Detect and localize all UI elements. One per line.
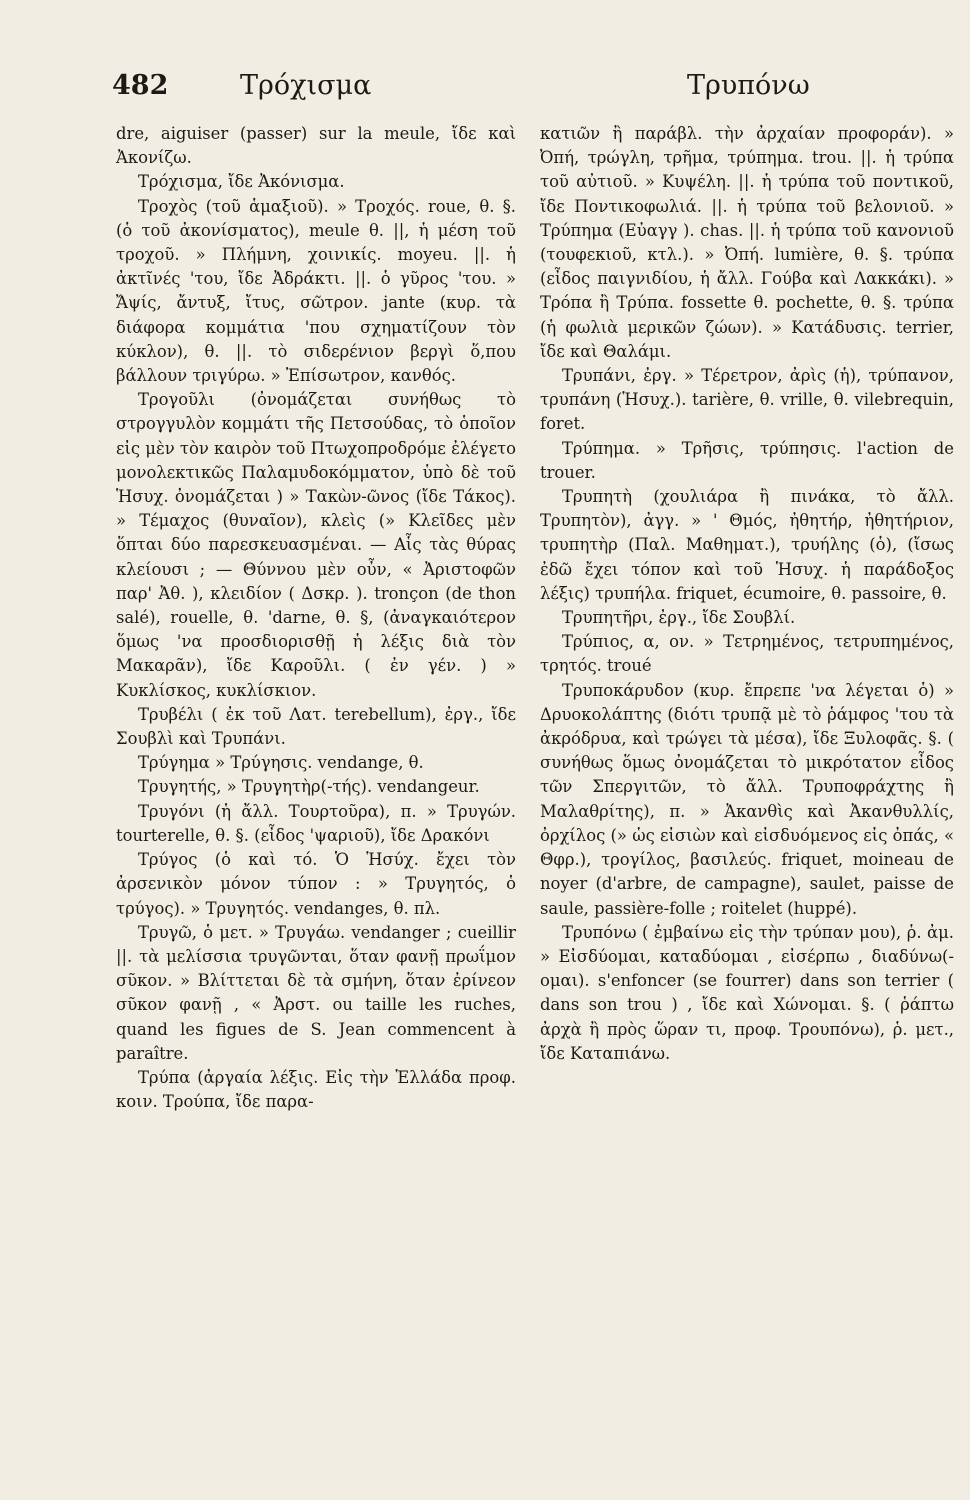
- entry-trypitiri: Τρυπητῆρι, ἐργ., ἴδε Σουβλί.: [562, 608, 796, 628]
- entry-trochisma: Τρόχισμα, ἴδε Ἀκόνισμα.: [138, 172, 345, 192]
- left-column: [116, 122, 516, 1114]
- entry-trypani: Τρυπάνι, ἐργ. » Τέρετρον, ἀρὶς (ἡ), τρύπανον, τρυπάνη (Ἡσυχ.). tarière, θ. vrille, θ. vilebrequin, foret.: [540, 366, 954, 434]
- entry-trogouli: Τρογοῦλι (ὀνομάζεται συνήθως τὸ στρογγυλὸν κομμάτι τῆς Πετσούδας, τὸ ὁποῖον εἰς μὲν τὸν καιρὸν τοῦ Πτωχοπροδρόμε ἐλέγετο μονολεκτικῶς Παλαμυδοκόμματον, ὑπὸ δὲ τοῦ Ἡσυχ. ὀνομάζεται ) » Τακὼν-ῶνος (ἴδε Τάκος). » Τέμαχος (θυναῖον), κλεὶς (» Κλεῖδες μὲν ὅπται δύο παρεσκευασμέναι. — Αἷς τὰς θύρας κλείουσι ; — Θύννου μὲν οὖν, « Ἀριστοφῶν παρ' Ἀθ. ), κλειδίον ( Δσκρ. ). tronçon (de thon salé), rouelle, θ. 'darne, θ. §, (ἀναγκαιότερον ὅμως 'να προσδιορισθῇ ἡ λέξις διὰ τὸν Μακαρᾶν), ἴδε Καροῦλι. ( ἐν γέν. ) » Κυκλίσκος, κυκλίσκιον.: [116, 390, 516, 700]
- entry-trypa: Τρύπα (ἀργαία λέξις. Εἰς τὴν Ἑλλάδα προφ. κοιν. Τρούπα, ἴδε παρα-: [116, 1067, 516, 1112]
- entry-trygitis: Τρυγητής, » Τρυγητὴρ(-τής). vendangeur.: [138, 777, 480, 797]
- entry-trypios: Τρύπιος, α, ον. » Τετρημένος, τετρυπημένος, τρητός. troué: [540, 632, 954, 676]
- entry-trypokarydon: Τρυποκάρυδον (κυρ. ἔπρεπε 'να λέγεται ὁ) » Δρυοκολάπτης (διότι τρυπᾷ μὲ τὸ ῥάμφος 'του τὰ ἀκρόδρυα, καὶ τρώγει τὰ μέσα), ἴδε Ξυλοφᾶς. §. ( συνήθως ὅμως ὀνομάζεται τὸ μικρότατον εἶδος τῶν Σπεργιτῶν, τὸ ἄλλ. Τρυποφράχτης ἢ Μαλαθρίτης), π. » Ἀκανθὶς καὶ Ἀκανθυλλίς, ὀρχίλος (» ὡς εἰσιὼν καὶ εἰσδυόμενος εἰς ὀπάς, « Θφρ.), τρογίλος, βασιλεύς. friquet, moineau de noyer (d'arbre, de campagne), saulet, paisse de saule, passière-folle ; roitelet (huppé).: [540, 680, 954, 918]
- running-head-left: Τρόχισμα: [240, 70, 372, 101]
- entry-continuation: dre, aiguiser (passer) sur la meule, ἴδε καὶ Ἀκονίζω.: [116, 124, 516, 168]
- entry-trypono: Τρυπόνω ( ἐμβαίνω εἰς τὴν τρύπαν μου), ῥ. ἀμ. » Εἰσδύομαι, καταδύομαι , εἰσέρπω , διαδύνω(-ομαι). s'enfoncer (se fourrer) dans son terrier ( dans son trou ) , ἴδε καὶ Χώνομαι. §. ( ῥάπτω ἀρχὰ ἢ πρὸς ὥραν τι, προφ. Τρουπόνω), ῥ. μετ., ἴδε Καταπιάνω.: [540, 922, 954, 1063]
- entry-continuation: κατιῶν ἢ παράβλ. τὴν ἀρχαίαν προφοράν). » Ὀπή, τρώγλη, τρῆμα, τρύπημα. trou. ||. ἡ τρύπα τοῦ αὐτιοῦ. » Κυψέλη. ||. ἡ τρύπα τοῦ ποντικοῦ, ἴδε Ποντικοφωλιά. ||. ἡ τρύπα τοῦ βελονιοῦ. » Τρύπημα (Εὐαγγ ). chas. ||. ἡ τρύπα τοῦ κανονιοῦ (τουφεκιοῦ, κτλ.). » Ὀπή. lumière, θ. §. τρύπα (εἶδος παιγνιδίου, ἡ ἄλλ. Γούβα καὶ Λακκάκι). » Τρόπα ἢ Τρύπα. fossette θ. pochette, θ. §. τρύπα (ἡ φωλιὰ μερικῶν ζώων). » Κατάδυσις. terrier, ἴδε καὶ Θαλάμι.: [540, 124, 954, 361]
- entry-trygos: Τρύγος (ὁ καὶ τό. Ὁ Ἡσύχ. ἔχει τὸν ἀρσενικὸν μόνον τύπον : » Τρυγητός, ὁ τρύγος). » Τρυγητός. vendanges, θ. πλ.: [116, 850, 516, 918]
- entry-tryveli: Τρυβέλι ( ἐκ τοῦ Λατ. terebellum), ἐργ., ἴδε Σουβλὶ καὶ Τρυπάνι.: [116, 704, 516, 749]
- entry-trypiti: Τρυπητὴ (χουλιάρα ἢ πινάκα, τὸ ἄλλ. Τρυπητὸν), ἀγγ. » ' Θμός, ἠθητήρ, ἠθητήριον, τρυπητὴρ (Παλ. Μαθηματ.), τρυήλης (ὁ), (ἴσως ἐδῶ ἔχει τόπον καὶ τοῦ Ἡσυχ. ἡ παράδοξος λέξις) τρυπήλα. friquet, écumoire, θ. passoire, θ.: [540, 487, 954, 603]
- page-number: 482: [112, 70, 169, 101]
- entry-trygo: Τρυγῶ, ὁ μετ. » Τρυγάω. vendanger ; cueillir ||. τὰ μελίσσια τρυγῶνται, ὅταν φανῇ πρωΐμον σῦκον. » Βλίττεται δὲ τὰ σμήνη, ὅταν ἐρίνεον σῦκον φανῇ , « Ἀρστ. ou taille les ruches, quand les figues de S. Jean commencent à paraître.: [116, 922, 516, 1063]
- right-column: [540, 122, 954, 1066]
- entry-trygima: Τρύγημα » Τρύγησις. vendange, θ.: [138, 753, 424, 773]
- running-head: [112, 70, 942, 110]
- entry-trypima: Τρύπημα. » Τρῆσις, τρύπησις. l'action de trouer.: [540, 438, 954, 482]
- running-head-right: Τρυπόνω: [687, 70, 810, 101]
- entry-trygoni: Τρυγόνι (ἡ ἄλλ. Τουρτοῦρα), π. » Τρυγών. tourterelle, θ. §. (εἶδος 'ψαριοῦ), ἴδε Δρακόνι: [116, 801, 516, 845]
- entry-trochos: Τροχὸς (τοῦ ἁμαξιοῦ). » Τροχός. roue, θ. §. (ὁ τοῦ ἀκονίσματος), meule θ. ||, ἡ μέση τοῦ τροχοῦ. » Πλήμνη, χοινικίς. moyeu. ||. ἡ ἀκτῖνές 'του, ἴδε Ἀδράκτι. ||. ὁ γῦρος 'του. » Ἄψίς, ἄντυξ, ἴτυς, σῶτρον. jante (κυρ. τὰ διάφορα κομμάτια 'που σχηματίζουν τὸν κύκλον), θ. ||. τὸ σιδερένιον βεργὶ ὅ,που βάλλουν τριγύρω. » Ἐπίσωτρον, κανθός.: [116, 196, 516, 386]
